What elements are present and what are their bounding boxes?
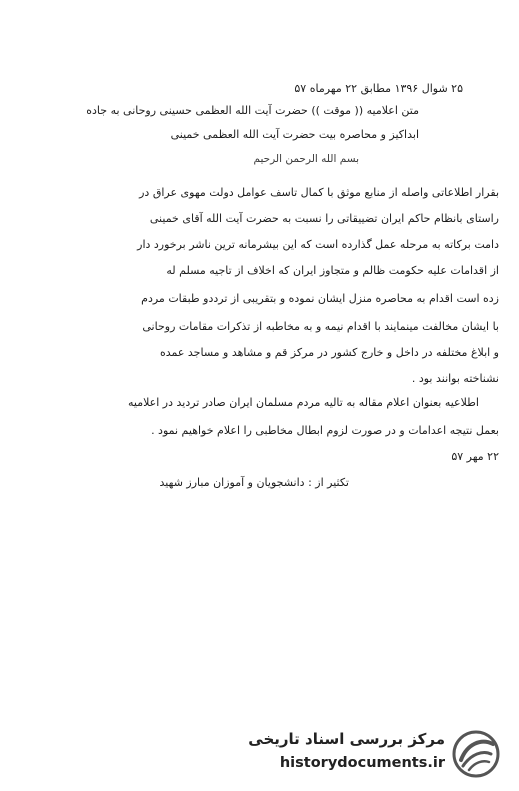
document-body-line: با ایشان مخالفت مینمایند با اقدام نیمه و به مخاطبه از تذکرات مقامات روحانی [142, 320, 499, 333]
document-signature-date: ۲۲ مهر ۵۷ [451, 450, 499, 463]
document-body-line: زده است اقدام به محاصره منزل ایشان نموده و بتقریبی از ترددو طبقات مردم [141, 292, 499, 305]
document-body-line: و ابلاغ مختلفه در داخل و خارج کشور در مرکز قم و مشاهد و مساجد عمده [159, 346, 499, 359]
document-heading-line: متن اعلامیه (( موقت )) حضرت آیت الله العظمی حسینی روحانی به جاده [86, 104, 419, 117]
document-body-line: بعمل نتیجه اعدامات و در صورت لزوم ابطال مخاطبی را اعلام خواهیم نمود . [151, 424, 499, 437]
document-body-line: اطلاعیه بعنوان اعلام مقاله به تالیه مردم مسلمان ایران صادر تردید در اعلامیه [127, 396, 479, 409]
document-heading-line-2: ابداکیز و محاصره بیت حضرت آیت الله العظمی خمینی [170, 128, 419, 141]
document-body-line: نشناخته بوانند بود . [411, 372, 499, 385]
document-date-line: ۲۵ شوال ۱۳۹۶ مطابق ۲۲ مهرماه ۵۷ [294, 82, 463, 95]
watermark-title: مرکز بررسی اسناد تاریخی [248, 730, 445, 748]
document-copied-by: تکثیر از : دانشجویان و آموزان مبارز شهید [159, 476, 349, 489]
document-body-line: راستای بانظام حاکم ایران تضییقاتی را نسبت به حضرت آیت الله آقای خمینی [149, 212, 499, 225]
watermark-url: historydocuments.ir [279, 755, 445, 771]
document-basmala: بسم الله الرحمن الرحیم [253, 153, 359, 165]
watermark-logo [236, 728, 501, 780]
archive-logo-icon [451, 730, 501, 778]
document-body-line: دامت برکاته به مرحله عمل گذارده است که این بیشرمانه ترین ناشر برخورد دار [137, 238, 499, 251]
document-body-line: بقرار اطلاعاتی واصله از منابع موثق با کمال تاسف عوامل دولت مهوی عراق در [139, 186, 499, 199]
document-body-line: از اقدامات علیه حکومت ظالم و متجاوز ایران که اخلاف از تاجیه مسلم له [166, 264, 499, 277]
